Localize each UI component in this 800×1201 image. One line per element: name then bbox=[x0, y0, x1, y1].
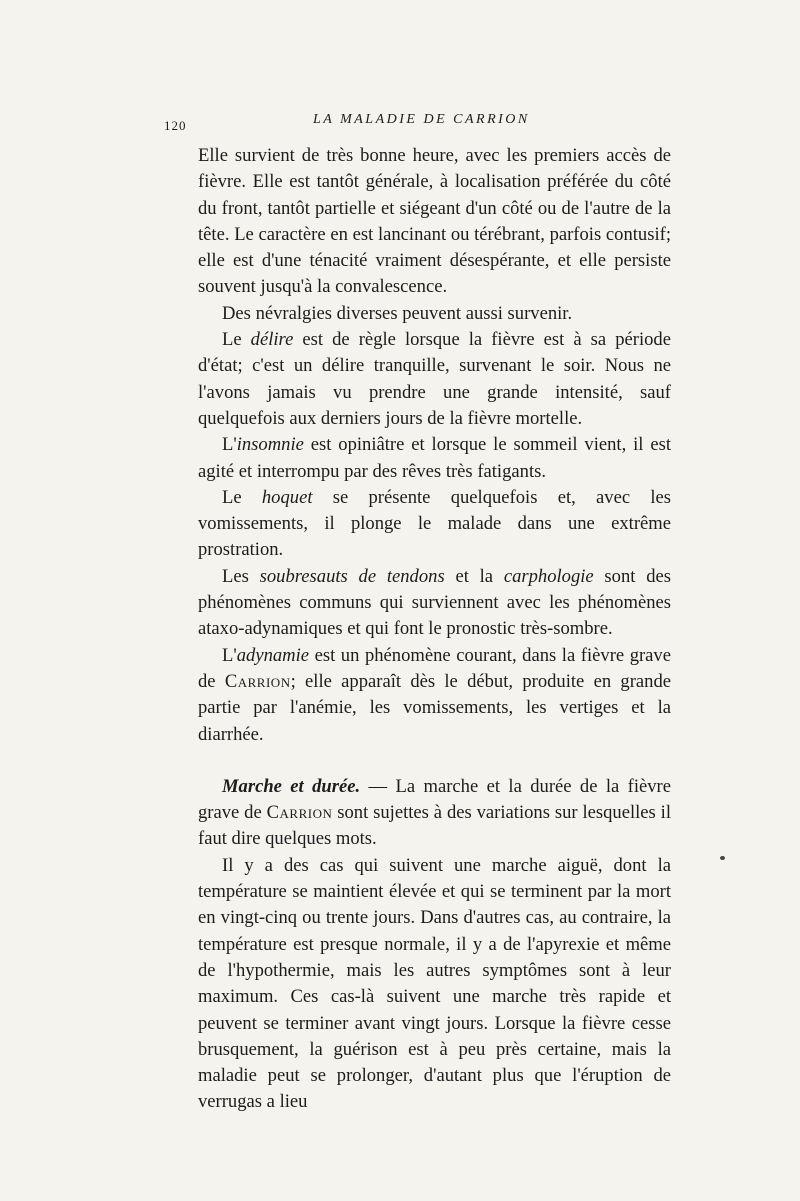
text-run: est opiniâtre et lorsque le sommeil vient, il est agité et interrompu par des rêves très fatigants. bbox=[198, 434, 671, 482]
text-run: Les bbox=[222, 565, 260, 587]
paragraph-insomnie bbox=[198, 432, 671, 485]
text-run: est un phénomène courant, dans la fièvre grave de bbox=[198, 644, 671, 692]
italic-term: adynamie bbox=[236, 644, 310, 666]
paragraph-delire bbox=[198, 327, 671, 432]
text-run: Le bbox=[222, 329, 251, 351]
body-text bbox=[198, 143, 671, 1116]
small-caps-name: Carrion bbox=[224, 670, 291, 692]
italic-term: carphologie bbox=[503, 565, 594, 587]
text-run: sont des phénomènes communs qui surviennent avec les phénomènes ataxo-adynamiques et qui font le pronostic très-sombre. bbox=[198, 565, 671, 640]
text-run: est de règle lorsque la fièvre est à sa période d'état; c'est un délire tranquille, survenant le soir. Nous ne l'avons jamais vu prendre une grande intensité, sauf quelquefois aux derniers jours de la fièvre mortelle. bbox=[198, 329, 671, 429]
text-run: Le bbox=[222, 486, 262, 508]
text-run: — La marche et la durée de la fièvre grave de bbox=[198, 775, 672, 824]
italic-term: délire bbox=[250, 329, 294, 351]
paragraph-adynamie bbox=[198, 643, 671, 748]
paragraph-soubresauts bbox=[198, 564, 671, 643]
paragraph-nevralgies: Des névralgies diverses peuvent aussi survenir. bbox=[222, 302, 573, 324]
paragraph-cas: Il y a des cas qui suivent une marche aiguë, dont la température se maintient élevée et qui se terminent par la mort en vingt-cinq ou trente jours. Dans d'autres cas, au contraire, la température est presque normale, il y a de l'apyrexie et même de l'hypothermie, mais les autres symptômes sont à leur maximum. Ces cas-là suivent une marche très rapide et peuvent se terminer avant vingt jours. Lorsque la fièvre cesse brusquement, la guérison est à peu près certaine, mais la maladie peut se prolonger, d'autant plus que l'éruption de verrugas a lieu bbox=[198, 854, 671, 1113]
italic-term: hoquet bbox=[261, 486, 313, 508]
text-run: L' bbox=[222, 434, 237, 456]
print-speck bbox=[720, 856, 725, 860]
small-caps-name: Carrion bbox=[266, 802, 333, 824]
text-run: se présente quelquefois et, avec les vomissements, il plonge le malade dans une extrême prostration. bbox=[198, 486, 671, 561]
paragraph-hoquet bbox=[198, 485, 671, 564]
text-run: L' bbox=[222, 644, 237, 666]
section-heading: Marche et durée. bbox=[222, 775, 361, 797]
page-number: 120 bbox=[164, 118, 187, 133]
text-run: sont sujettes à des variations sur lesquelles il faut dire quelques mots. bbox=[198, 802, 671, 850]
paragraph-marche-duree bbox=[198, 774, 671, 853]
italic-term: soubresauts de tendons bbox=[259, 565, 445, 587]
text-run: et la bbox=[444, 565, 504, 587]
italic-term: insomnie bbox=[236, 434, 304, 456]
running-title: LA MALADIE DE CARRION bbox=[313, 112, 530, 127]
text-run: ; elle apparaît dès le début, produite en grande partie par l'anémie, les vomissements, les vertiges et la diarrhée. bbox=[198, 670, 671, 745]
paragraph-headache: Elle survient de très bonne heure, avec les premiers accès de fièvre. Elle est tantôt générale, à localisation préférée du côté du front, tantôt partielle et siégeant d'un côté ou de l'autre de la tête. Le caractère en est lancinant ou térébrant, parfois contusif; elle est d'une ténacité vraiment désespérante, et elle persiste souvent jusqu'à la convalescence. bbox=[198, 145, 671, 298]
